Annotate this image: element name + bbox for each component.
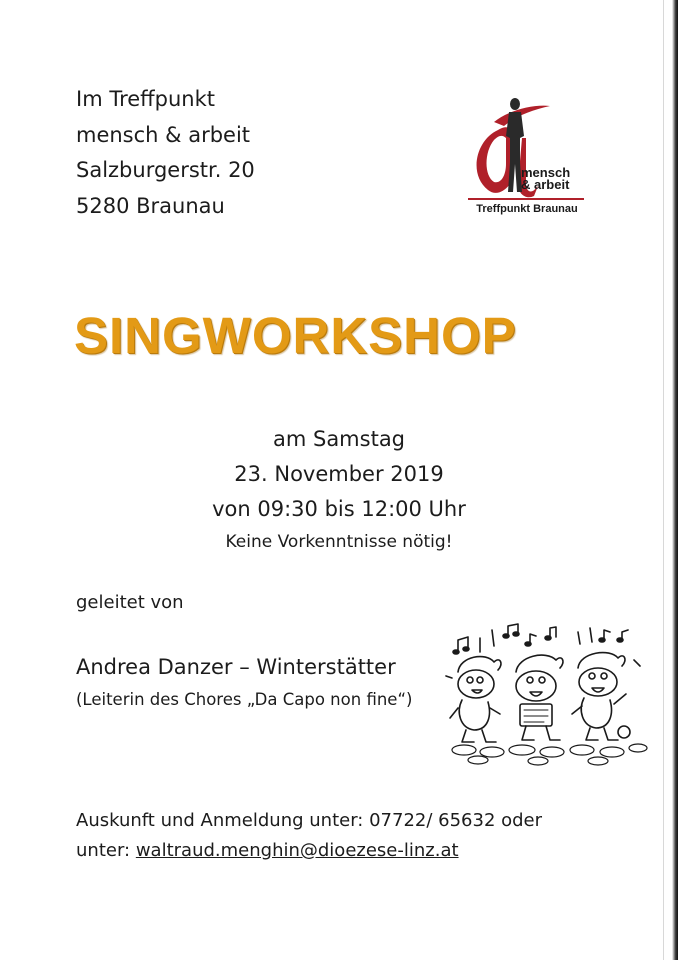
singing-smurfs-illustration: [438, 616, 662, 766]
logo-mark-icon: [464, 92, 586, 220]
logo-subtitle: Treffpunkt Braunau: [476, 203, 578, 215]
mensch-arbeit-logo: [464, 92, 586, 220]
cobblestones-icon: [452, 744, 647, 765]
leader-name: Andrea Danzer – Winterstätter: [76, 655, 396, 679]
logo-text-line-1: mensch: [521, 165, 571, 180]
leader-intro: geleitet von: [76, 592, 184, 613]
page-title: SINGWORKSHOP: [74, 307, 517, 364]
leader-role: (Leiterin des Chores „Da Capo non fine“): [76, 690, 413, 709]
event-date: 23. November 2019: [234, 462, 444, 486]
event-time: von 09:30 bis 12:00 Uhr: [212, 497, 466, 521]
contact-line-1: Auskunft und Anmeldung unter: 07722/ 65632 oder: [76, 810, 543, 831]
singing-smurfs-icon: [438, 616, 662, 766]
logo-divider: [468, 198, 584, 200]
event-note: Keine Vorkenntnisse nötig!: [225, 532, 453, 552]
logo-text-line-2: & arbeit: [521, 177, 570, 192]
email-link[interactable]: waltraud.menghin@dioezese-linz.at: [135, 840, 459, 861]
contact-line-2: [76, 836, 542, 866]
contact-line-2-prefix: unter:: [76, 840, 136, 861]
event-day: am Samstag: [272, 427, 406, 451]
event-details: [0, 422, 678, 557]
address-line-4: 5280 Braunau: [76, 193, 225, 218]
address-line-3: Salzburgerstr. 20: [76, 158, 255, 182]
right-smurf-icon: [572, 653, 630, 740]
left-smurf-icon: [450, 657, 501, 742]
contact-block: [76, 806, 542, 866]
address-line-1: Im Treffpunkt: [76, 87, 215, 111]
address-line-2: mensch & arbeit: [76, 122, 251, 147]
address-block: [76, 82, 255, 224]
middle-smurf-icon: [516, 655, 563, 740]
